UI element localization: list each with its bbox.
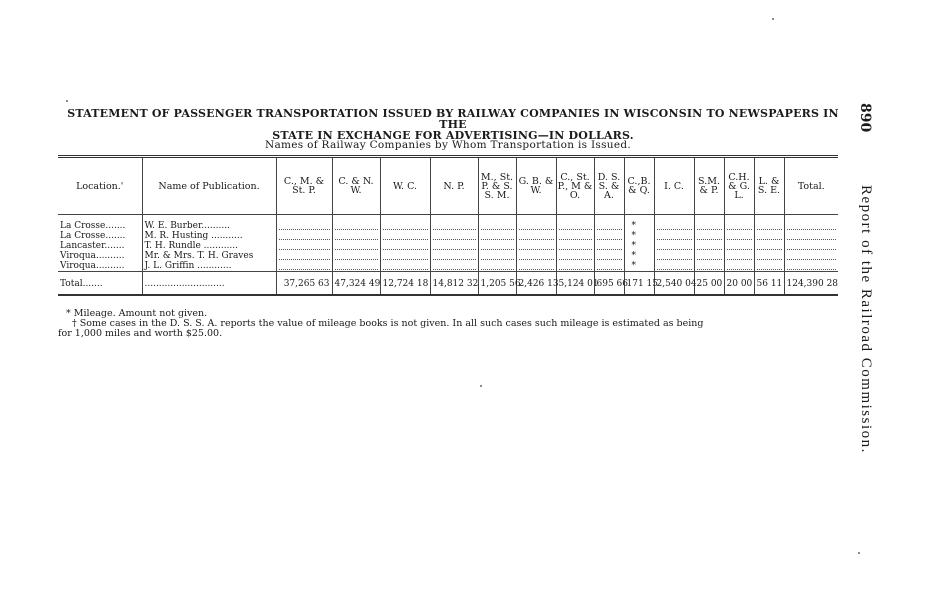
total-label: Total....... bbox=[58, 272, 142, 296]
total-publication-leader: ............................ bbox=[142, 272, 276, 296]
total-np: 14,812 32 bbox=[430, 272, 478, 296]
row-chgl-blank bbox=[724, 241, 754, 251]
row-cmstp-blank bbox=[276, 241, 332, 251]
row-ic-blank bbox=[654, 241, 694, 251]
header-smp: S.M. & P. bbox=[694, 158, 724, 215]
table-row bbox=[58, 251, 838, 261]
row-total-blank bbox=[784, 251, 838, 261]
row-location: La Crosse....... bbox=[60, 231, 126, 241]
header-ic: I. C. bbox=[654, 158, 694, 215]
row-cbq-mileage-mark: * bbox=[624, 215, 654, 232]
row-wc-blank bbox=[380, 261, 430, 272]
total-cbq: 171 15 bbox=[624, 272, 654, 296]
row-dssa-blank bbox=[594, 251, 624, 261]
page-number: 890 bbox=[857, 103, 873, 133]
row-cnw-blank bbox=[332, 215, 380, 232]
row-dssa-blank bbox=[594, 231, 624, 241]
row-wc-blank bbox=[380, 215, 430, 232]
row-location: Viroqua.......... bbox=[60, 261, 125, 271]
total-smp: 25 00 bbox=[694, 272, 724, 296]
total-mstpssm: 1,205 56 bbox=[478, 272, 516, 296]
row-cmstp-blank bbox=[276, 251, 332, 261]
row-lse-blank bbox=[754, 261, 784, 272]
row-cnw-blank bbox=[332, 241, 380, 251]
header-chgl: C.H. & G. L. bbox=[724, 158, 754, 215]
row-chgl-blank bbox=[724, 261, 754, 272]
table-row bbox=[58, 241, 838, 251]
row-smp-blank bbox=[694, 215, 724, 232]
header-lse: L. & S. E. bbox=[754, 158, 784, 215]
title-line-2: STATE IN EXCHANGE FOR ADVERTISING—IN DOLLARS. bbox=[272, 129, 634, 142]
print-speck bbox=[66, 100, 68, 102]
header-location: Location.' bbox=[58, 158, 142, 215]
header-np: N. P. bbox=[430, 158, 478, 215]
row-wc-blank bbox=[380, 251, 430, 261]
row-publication: Mr. & Mrs. T. H. Graves bbox=[142, 251, 276, 261]
row-location: Viroqua.......... bbox=[60, 251, 125, 261]
row-cbq-mileage-mark: * bbox=[624, 261, 654, 272]
row-wc-blank bbox=[380, 241, 430, 251]
total-wc: 12,724 18 bbox=[380, 272, 430, 296]
row-mstpssm-blank bbox=[478, 215, 516, 232]
table-row bbox=[58, 261, 838, 272]
table-subtitle: Names of Railway Companies by Whom Transportation is Issued. bbox=[264, 139, 632, 151]
row-dssa-blank bbox=[594, 261, 624, 272]
header-gbw: G. B. & W. bbox=[516, 158, 556, 215]
header-publication: Name of Publication. bbox=[142, 158, 276, 215]
row-location: Lancaster....... bbox=[60, 241, 125, 251]
total-cnw: 47,324 49 bbox=[332, 272, 380, 296]
header-mstpssm: M., St. P. & S. S. M. bbox=[478, 158, 516, 215]
row-publication: M. R. Husting ........... bbox=[142, 231, 276, 241]
table-row bbox=[58, 231, 838, 241]
row-lse-blank bbox=[754, 215, 784, 232]
row-gbw-blank bbox=[516, 261, 556, 272]
header-cbq: C.,B. & Q. bbox=[624, 158, 654, 215]
table-title bbox=[58, 108, 848, 141]
row-mstpssm-blank bbox=[478, 261, 516, 272]
total-lse: 56 11 bbox=[754, 272, 784, 296]
row-cstpmo-blank bbox=[556, 261, 594, 272]
row-smp-blank bbox=[694, 231, 724, 241]
row-location: La Crosse....... bbox=[60, 221, 126, 231]
footnotes bbox=[58, 309, 848, 339]
header-cmstp: C., M. & St. P. bbox=[276, 158, 332, 215]
row-ic-blank bbox=[654, 215, 694, 232]
transportation-table bbox=[58, 155, 838, 296]
row-dssa-blank bbox=[594, 241, 624, 251]
row-gbw-blank bbox=[516, 251, 556, 261]
row-cstpmo-blank bbox=[556, 231, 594, 241]
row-gbw-blank bbox=[516, 215, 556, 232]
total-gbw: 2,426 13 bbox=[516, 272, 556, 296]
row-mstpssm-blank bbox=[478, 251, 516, 261]
total-grand: 124,390 28 bbox=[784, 272, 838, 296]
title-line-1: STATEMENT OF PASSENGER TRANSPORTATION ISSUED BY RAILWAY COMPANIES IN WISCONSIN TO NEWSPAPERS IN THE bbox=[67, 107, 839, 131]
row-lse-blank bbox=[754, 251, 784, 261]
total-dssa: 695 66 bbox=[594, 272, 624, 296]
row-cmstp-blank bbox=[276, 231, 332, 241]
row-ic-blank bbox=[654, 231, 694, 241]
row-smp-blank bbox=[694, 261, 724, 272]
row-cstpmo-blank bbox=[556, 241, 594, 251]
print-speck bbox=[858, 552, 860, 554]
row-total-blank bbox=[784, 215, 838, 232]
row-cstpmo-blank bbox=[556, 215, 594, 232]
row-cnw-blank bbox=[332, 251, 380, 261]
row-np-blank bbox=[430, 215, 478, 232]
row-mstpssm-blank bbox=[478, 231, 516, 241]
row-lse-blank bbox=[754, 231, 784, 241]
row-total-blank bbox=[784, 261, 838, 272]
row-wc-blank bbox=[380, 231, 430, 241]
row-cnw-blank bbox=[332, 261, 380, 272]
row-np-blank bbox=[430, 231, 478, 241]
row-total-blank bbox=[784, 231, 838, 241]
row-smp-blank bbox=[694, 241, 724, 251]
footnote-continuation: for 1,000 miles and worth $25.00. bbox=[58, 328, 223, 339]
row-chgl-blank bbox=[724, 215, 754, 232]
row-mstpssm-blank bbox=[478, 241, 516, 251]
row-dssa-blank bbox=[594, 215, 624, 232]
header-row bbox=[58, 158, 838, 215]
table-row bbox=[58, 215, 838, 232]
row-cbq-mileage-mark: * bbox=[624, 231, 654, 241]
row-np-blank bbox=[430, 241, 478, 251]
row-cmstp-blank bbox=[276, 261, 332, 272]
print-speck bbox=[480, 385, 482, 387]
row-cnw-blank bbox=[332, 231, 380, 241]
total-cmstp: 37,265 63 bbox=[276, 272, 332, 296]
row-ic-blank bbox=[654, 261, 694, 272]
row-chgl-blank bbox=[724, 251, 754, 261]
row-np-blank bbox=[430, 251, 478, 261]
row-cbq-mileage-mark: * bbox=[624, 241, 654, 251]
total-cstpmo: 5,124 01 bbox=[556, 272, 594, 296]
row-lse-blank bbox=[754, 241, 784, 251]
row-gbw-blank bbox=[516, 241, 556, 251]
row-total-blank bbox=[784, 241, 838, 251]
row-smp-blank bbox=[694, 251, 724, 261]
row-chgl-blank bbox=[724, 231, 754, 241]
row-cbq-mileage-mark: * bbox=[624, 251, 654, 261]
header-dssa: D. S. S. & A. bbox=[594, 158, 624, 215]
footnote-dssa: † Some cases in the D. S. S. A. reports the value of mileage books is not given. In all such cases such mileage is estimated as being bbox=[72, 318, 704, 329]
row-publication: T. H. Rundle ............ bbox=[142, 241, 276, 251]
table-body bbox=[58, 215, 838, 296]
row-publication: J. L. Griffin ............ bbox=[142, 261, 276, 272]
row-gbw-blank bbox=[516, 231, 556, 241]
total-chgl: 20 00 bbox=[724, 272, 754, 296]
header-cnw: C. & N. W. bbox=[332, 158, 380, 215]
row-cmstp-blank bbox=[276, 215, 332, 232]
print-speck bbox=[772, 18, 774, 20]
total-row bbox=[58, 272, 838, 296]
footnote-mileage: * Mileage. Amount not given. bbox=[66, 308, 208, 319]
header-wc: W. C. bbox=[380, 158, 430, 215]
header-cstpmo: C., St. P., M & O. bbox=[556, 158, 594, 215]
running-head: Report of the Railroad Commission. bbox=[858, 185, 874, 454]
row-publication: W. E. Burber.......... bbox=[142, 215, 276, 232]
total-ic: 2,540 04 bbox=[654, 272, 694, 296]
header-total: Total. bbox=[784, 158, 838, 215]
row-np-blank bbox=[430, 261, 478, 272]
row-ic-blank bbox=[654, 251, 694, 261]
row-cstpmo-blank bbox=[556, 251, 594, 261]
